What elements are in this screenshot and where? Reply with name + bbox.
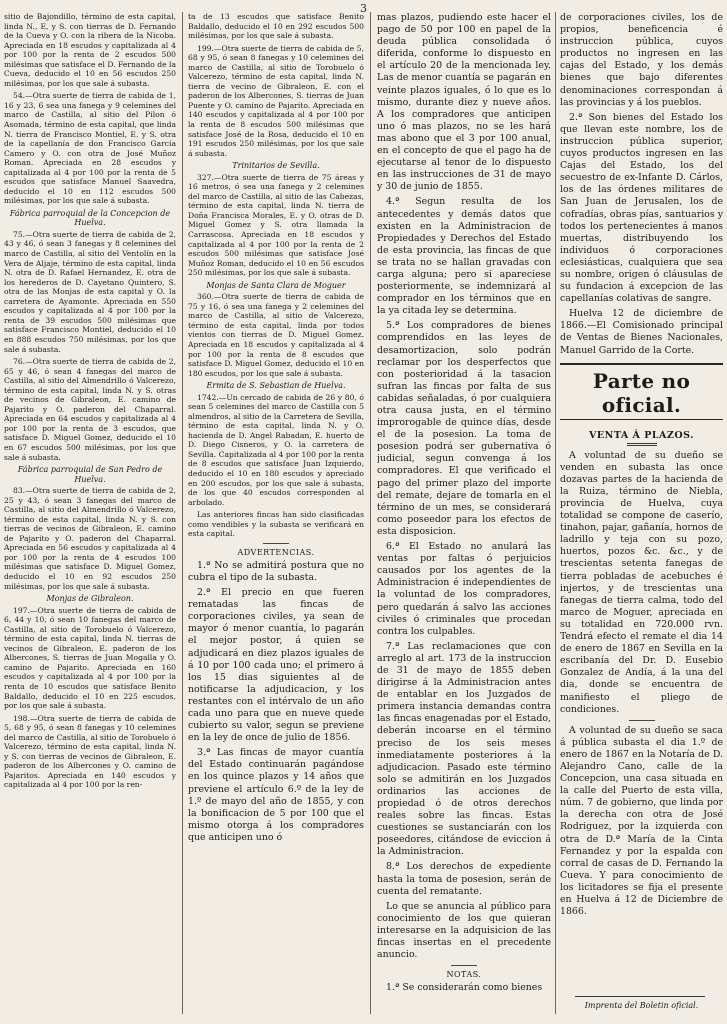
- column-2: [188, 12, 364, 1012]
- paragraph: Las anteriores fincas han sido clasificadas como vendibles y la subasta se verificará en esta capital.: [188, 510, 364, 539]
- venta-a-plazos-heading: VENTA Á PLAZOS.: [589, 429, 694, 441]
- paragraph: 2.ª Son bienes del Estado los que llevan este nombre, los de instruccion pública superior, cuyos productos ingresen en las Cajas del Estado, los del secuestro de ex-Infante D. Cárlos, los de las órdenes militares de San Juan de Jerusalen, los de cofradías, obras pías, santuarios y todos los pertenecientes á manos muertas, distribuyendo los individuos ó corporaciones eclesiásticas, cualquiera que sea su nombre, origen ó cláusulas de su fundacion á excepcion de las capellanías colativas de sangre.: [560, 111, 723, 305]
- divider: [629, 720, 655, 721]
- paragraph: 360.—Otra suerte de tierra de cabida de 75 y 16, ó sea una fanega y 2 celemines del marco de Castilla, al sitio de Valcerezo, término de esta capital, linda por todos vientos con tierras de D. Miguel Gomez. Apreciada en 18 escudos y capitalizada al 4 por 100 por la renta de 8 escudos que satisface D. Miguel Gomez, deducido el 10 en 180 escudos, por los que sale á subasta.: [188, 292, 364, 378]
- paragraph: 75.—Otra suerte de tierra de cabida de 2, 43 y 46, ó sean 3 fanegas y 8 celemines del marco de Castilla, al sitio del Ventolín en la Vera de Aljaje, término de esta capital, linda N. otra de D. Rafael Hernandez, E. otra de los herederos de D. Cayetano Quintero, S. otra de las Monjas de esta capital y O. la carretera de Ayamonte. Apreciada en 550 escudos y capitalizada al 4 por 100 por la renta de 39 escudos 500 milésimas que satisface Francisco Montiel, deducido el 10 en 888 escudos 750 milésimas, por los que sale á subasta.: [4, 229, 176, 354]
- paragraph: mas plazos, pudiendo este hacer el pago de 50 por 100 en papel de la deuda pública consolidada ó diferida, conforme lo dispuesto en el artículo 20 de la mencionada ley. Las de menor cuantía se pagarán en veinte plazos iguales, ó lo que es lo mismo, durante diez y nueve años. A los compradores que anticipen uno ó mas plazos, no se les hará mas abono que el 3 por 100 anual, en el concepto de que el pago ha de ejecutarse al tenor de lo dispuesto en las instrucciones de 31 de mayo y 30 de junio de 1855.: [377, 12, 551, 193]
- section-heading: Fábrica parroquial de San Pedro de Huelva.: [17, 465, 163, 484]
- paragraph: 8.ª Los derechos de expediente hasta la toma de posesion, serán de cuenta del rematante.: [377, 861, 551, 897]
- divider: [575, 996, 705, 997]
- notas-heading: NOTAS.: [446, 970, 482, 980]
- section-heading: Trinitarios de Sevilla.: [232, 161, 320, 171]
- paragraph: 7.ª Las reclamaciones que con arreglo al art. 173 de la instruccion de 31 de mayo de 1855 deben dirigirse á la Administracion antes de entablar en los Juzgados de primera instancia demandas contra las fincas enagenadas por el Estado, deberán incoarse en el término preciso de los seis meses inmediatamente posteriores á la adjudicacion. Pasado este término solo se admitirán en los Juzgados ordinarios las acciones de propiedad ó de otros derechos reales sobre las fincas. Estas cuestiones se sustanciarán con los poseedores, citándose de eviccion á la Administracion.: [377, 640, 551, 858]
- paragraph: 198.—Otra suerte de tierra de cabida de 5, 68 y 95, ó sean 8 fanegas y 10 celemines del marco de Castilla, al sitio de Torobuelo ó Valcerezo, término de esta capital, linda N. y S. con tierras de vecinos de Gibraleon, E. paderon de los Albercones y O. camino de Pajaritos. Apreciada en 140 escudos y capitalizada al 4 por 100 por la ren-: [4, 713, 176, 790]
- divider: [263, 543, 289, 544]
- paragraph: 4.ª Segun resulta de los antecedentes y demás datos que existen en la Administracion de Propiedades y Derechos del Estado de esta provincia, las fincas de que se trata no se hallan gravadas con carga alguna; pero si apareciese posteriormente, se indemnizará al comprador en los términos que en la ya citada ley se determina.: [377, 196, 551, 317]
- section-heading: Monjas de Gibraleon.: [46, 594, 134, 604]
- parte-no-oficial-heading: Parte no oficial.: [592, 368, 691, 417]
- paragraph: 3.ª Las fincas de mayor cuantía del Estado continuarán pagándose en los quince plazos y 14 años que previene el artículo 6.º de la ley de 1.º de mayo del año de 1855, y con la bonificacion de 5 por 100 que el mismo otorga á los compradores que anticipen uno ó: [188, 747, 364, 843]
- column-3: [377, 12, 551, 1012]
- paragraph: 1742.—Un cercado de cabida de 26 y 80, ó sean 5 celemines del marco de Castilla con 5 almendros, al sitio de la Carretera de Sevilla, término de esta capital, linda N. y O. hacienda de D. Angel Rabadan, E. huerto de D. Diego Cisneros, y O. la carretera de Sevilla. Capitalizada al 4 por 100 por la renta de 8 escudos que satisface Juan Izquierdo, deducido el 10 en 180 escudos y apreciado en 200 escudos, por los que sale á subasta, de los que 40 escudos corresponden al arbolado.: [188, 392, 364, 507]
- section-heading: Fábrica parroquial de la Concepcion de Huelva.: [9, 208, 171, 228]
- paragraph: 2.ª El precio en que fueren rematadas las fincas de corporaciones civiles, ya sean de mayor ó menor cuantía, lo pagarán el mejor postor, á quien se adjudicará en diez plazos iguales de á 10 por 100 cada uno; el primero á los 15 dias siguientes al de notificarse la adjudicacion, y los restantes con el intérvalo de un año cada uno para que en nueve quede cubierto su valor, segun se previene en la ley de once de julio de 1856.: [188, 587, 364, 744]
- paragraph: 1.ª No se admitirá postura que no cubra el tipo de la subasta.: [188, 559, 364, 583]
- paragraph: Lo que se anuncia al público para conocimiento de los que quieran interesarse en la adquisicion de las fincas insertas en el precedente anuncio.: [377, 900, 551, 961]
- paragraph: 199.—Otra suerte de tierra de cabida de 5, 68 y 95, ó sean 8 fanegas y 10 celemines del marco de Castilla, al sitio de Torobuelo ó Valcerezo, término de esta capital, linda N. tierra de vecino de Gibraleon, E. con el paderon de los Albercones, S. tierras de Juan Puente y O. camino de Pajarito. Apreciada en 140 escudos y capitalizada al 4 por 100 por la renta de 8 escudos 500 milésimas que satisface José de la Rosa, deducido el 10 en 191 escudos 250 milésimas, por los que sale á subasta.: [188, 43, 364, 158]
- divider: [451, 965, 477, 966]
- paragraph: ta de 13 escudos que satisface Benito Baldallo, deducido el 10 en 292 escudos 500 milésimas, por los que sale á subasta.: [188, 12, 364, 41]
- divider: [627, 443, 657, 446]
- paragraph: 6.ª El Estado no anulará las ventas por faltas ó perjuicios causados por los agentes de la Administracion é independientes de la voluntad de los compradores, pero quedarán á salvo las acciones civiles ó criminales que procedan contra los culpables.: [377, 541, 551, 637]
- paragraph: 197.—Otra suerte de tierra de cabida de 6, 44 y 10, ó sean 10 fanegas del marco de Castilla, al sitio de Torobuelo ó Valcerezo, término de esta capital, linda N. tierras de vecinos de Gibraleon, E. paderon de los Albercones, S. tierras de Juan Mogalla y O. camino de Pajarito. Apreciada en 160 escudos y capitalizada al 4 por 100 por la renta de 10 escudos que satisface Benito Baldallo, deducido el 10 en 225 escudos, por los que sale á subasta.: [4, 605, 176, 711]
- signature-paragraph: Huelva 12 de diciembre de 1866.—El Comisionado principal de Ventas de Bienes Nacionales, Manuel Garrido de la Corte.: [560, 308, 723, 356]
- page-number: 3: [360, 2, 367, 15]
- column-rule: [555, 12, 556, 1014]
- divider: [560, 419, 723, 420]
- section-heading: Ermita de S. Sebastian de Huelva.: [206, 381, 346, 391]
- imprenta-footer: Imprenta del Boletin oficial.: [584, 1001, 699, 1010]
- column-4: [560, 12, 723, 1012]
- column-rule: [182, 12, 183, 1014]
- paragraph: de corporaciones civiles, los de propios, beneficencia é instruccion pública, cuyos productos no ingresen en las cajas del Estado, y los demás bienes que bajo diferentes denominaciones correspondan á las provincias y á los pueblos.: [560, 12, 723, 108]
- divider: [560, 363, 723, 365]
- column-rule: [370, 12, 371, 1014]
- paragraph: 83.—Otra suerte de tierra de cabida de 2, 25 y 43, ó sean 3 fanegas del marco de Castilla, al sitio del Almendrillo ó Valcerezo, término de esta capital, linda N. y S. con tierras de vecinos de Gibraleon, E. camino de Pajarito y O. paderon del Chaparral. Apreciada en 56 escudos y capitalizada al 4 por 100 por la renta de 4 escudos 100 milésimas que satisface D. Miguel Gomez, deducido el 10 en 92 escudos 250 milésimas, por los que sale á subasta.: [4, 486, 176, 591]
- column-1: [4, 12, 176, 1012]
- paragraph: 1.ª Se considerarán como bienes: [386, 982, 543, 994]
- paragraph: A voluntad de su dueño se venden en subasta las once dozavas partes de la hacienda de la Ruiza, término de Niebla, provincia de Huelva, cuya totalidad se compone de caserío, tinahon, pajar, gañanía, hornos de ladrillo y teja con su pozo, huertos, pozos &c. &c., y de trescientas setenta fanegas de tierra pobladas de acebuches é injertos, y de trescientas una fanegas de tierra calma, todo del marco de Moguer, apreciada en su totalidad en 720.000 rvn. Tendrá efecto el remate el dia 14 de enero de 1867 en Sevilla en la escribanía del Dr. D. Eusebio Gonzalez de Andía, á la una del dia, donde se encuentra de manifiesto el pliego de condiciones.: [560, 449, 723, 715]
- paragraph: A voluntad de su dueño se saca á pública subasta el dia 1.º de enero de 1867 en la Notaría de D. Alejandro Cano, calle de la Concepcion, una casa situada en la calle del Puerto de esta villa, núm. 7 de gobierno, que linda por la derecha con otra de José Rodriguez, por la izquierda con otra de D.ª María de la Cinta Fernandez y por la espalda con corral de casas de D. Fernando la Cueva. Y para conocimiento de los licitadores se fija el presente en Huelva á 12 de Diciembre de 1866.: [560, 724, 723, 918]
- paragraph: 54.—Otra suerte de tierra de cabida de 1, 16 y 23, 6 sea una fanega y 9 celemines del marco de Castilla, al sitio del Pilon ó Asomada, término de esta capital, que linda N. tierra de Francisco Montiel, E. y S. otra de la capellanía de don Francisco García Camero y O. con otra de José Muñoz Roman. Apreciada en 28 escudos y capitalizada al 4 por 100 por la renta de 5 escudos que satisface Manuel Saavedra, deducido el 10 en 112 escudos 500 milésimas, por los que sale á subasta.: [4, 91, 176, 206]
- paragraph: sitio de Bajondillo, término de esta capital, linda N., E, y S. con tierras de D. Fernando de la Cueva y O. con la ribera de la Nicoba. Apreciada en 18 escudos y capitalizada al 4 por 100 por la renta de 2 escudos 500 milésimas que satisface el D. Fernando de la Cueva, deducido el 10 en 56 escudos 250 milésimas, por los que sale á subasta.: [4, 12, 176, 88]
- paragraph: 76.—Otra suerte de tierra de cabida de 2, 65 y 46, ó sean 4 fanegas del marco de Castilla, al sitio del Almendrillo ó Valcerezo, término de esta capital, linda N. y S. otras de vecinos de Gibraleon, E. camino de Pajarito y O. paderon del Chaparral. Apreciada en 64 escudos y capitalizada al 4 por 100 por la renta de 3 escudos, que satisface D. Miguel Gomez, deducido el 10 en 67 escudos 500 milésimas, por los que sale á subasta.: [4, 357, 176, 462]
- section-heading: Monjas de Santa Clara de Moguer: [206, 280, 346, 290]
- paragraph: 5.ª Los compradores de bienes comprendidos en las leyes de desamortizacion, solo podrán reclamar por los desperfectos que con posterioridad á la tasacion sufran las fincas por falta de sus cabidas señaladas, ó por cualquiera otra causa justa, en el término improrogable de quince días, desde el de la posesion. La toma de posesion podrá ser gubernativa ó judicial, segun convenga á los compradores. El que verificado el pago del primer plazo del importe del remate, dejare de tomarla en el término de un mes, se considerará como poseedor para los efectos de esta disposicion.: [377, 320, 551, 537]
- advertencias-heading: ADVERTENCIAS.: [237, 547, 315, 557]
- paragraph: 327.—Otra suerte de tierra de 75 áreas y 16 metros, ó sea una fanega y 2 celemines del marco de Castilla, al sitio de las Cabezas, término de esta capital, linda N. tierra de Doña Francisca Morales, E. y O. otras de D. Miguel Gomez y S. otra llamada la Carrascosa. Apreciada en 18 escudos y capitalizada al 4 por 100 por la renta de 2 escudos 500 milésimas que satisface José Muñoz Roman, deducido el 10 en 56 escudos 250 milésimas, por los que sale á subasta.: [188, 172, 364, 278]
